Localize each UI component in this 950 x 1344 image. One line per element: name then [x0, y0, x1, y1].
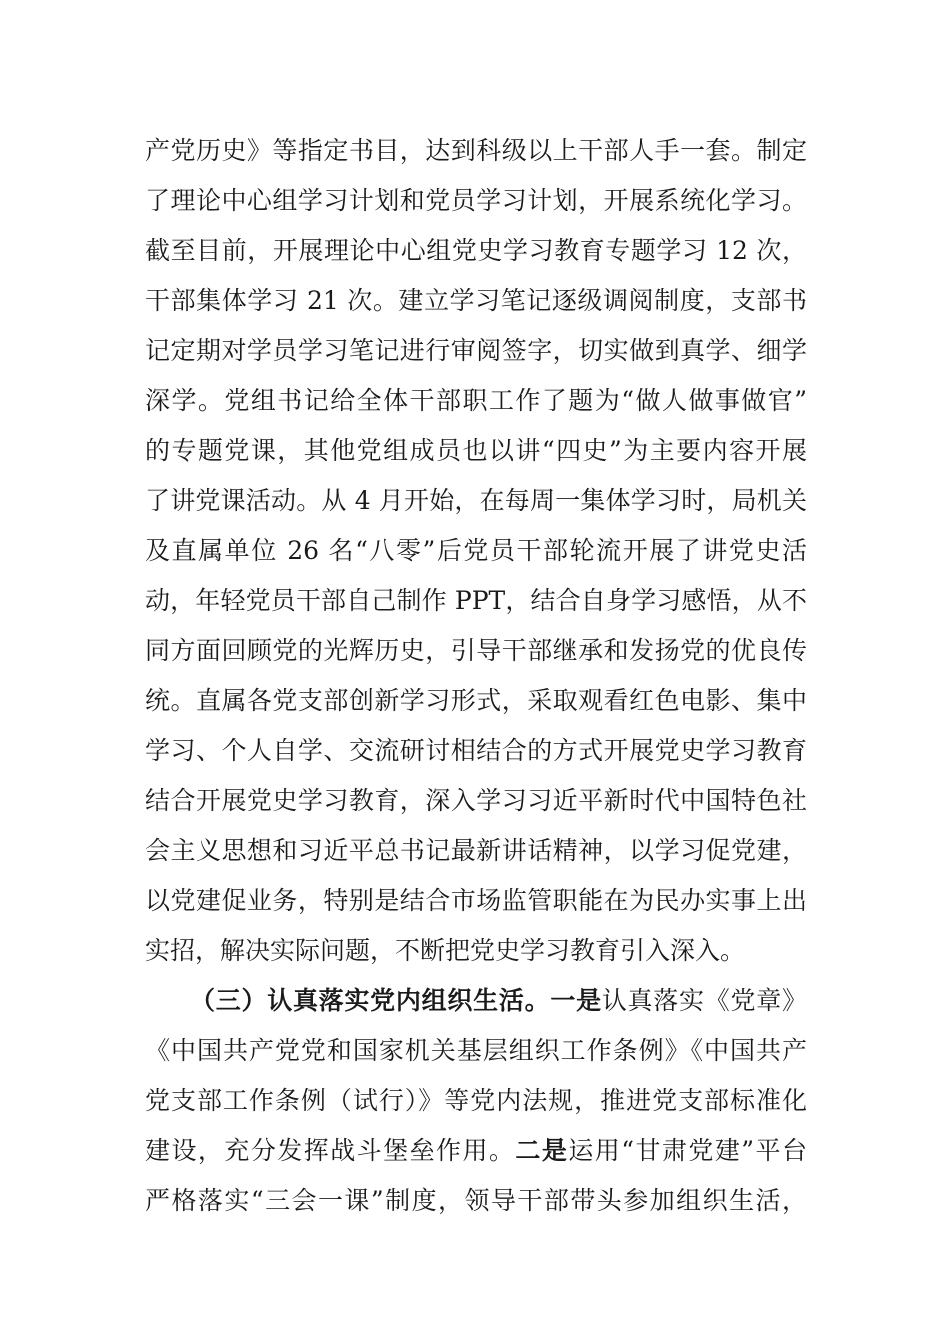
paragraph-line: 的专题党课，其他党组成员也以讲“四史”为主要内容开展: [145, 436, 807, 465]
paragraph-line: 了理论中心组学习计划和党员学习计划，开展系统化学习。: [145, 186, 807, 215]
paragraph-line: 实招，解决实际问题，不断把党史学习教育引入深入。: [145, 936, 746, 965]
paragraph-line: 会主义思想和习近平总书记最新讲话精神，以学习促党建，: [145, 836, 807, 865]
paragraph-line: 结合开展党史学习教育，深入学习习近平新时代中国特色社: [145, 786, 807, 815]
paragraph-line: 截至目前，开展理论中心组党史学习教育专题学习 12 次，: [145, 236, 807, 265]
paragraph-line: 以党建促业务，特别是结合市场监管职能在为民办实事上出: [145, 886, 807, 915]
paragraph-line: 《中国共产党党和国家机关基层组织工作条例》《中国共产: [145, 1036, 807, 1065]
paragraph-line: 同方面回顾党的光辉历史，引导干部继承和发扬党的优良传: [145, 636, 807, 665]
paragraph-line: [145, 1131, 807, 1171]
paragraph-line: 党支部工作条例（试行）》等党内法规，推进党支部标准化: [145, 1086, 807, 1115]
paragraph-line: 产党历史》等指定书目，达到科级以上干部人手一套。制定: [145, 136, 807, 165]
paragraph-line: 干部集体学习 21 次。建立学习笔记逐级调阅制度，支部书: [145, 286, 807, 315]
paragraph-line: 深学。党组书记给全体干部职工作了题为“做人做事做官”: [145, 386, 807, 415]
point-text: 运用“甘肃党建”平台: [568, 1136, 807, 1165]
paragraph-line: 记定期对学员学习笔记进行审阅签字，切实做到真学、细学: [145, 336, 807, 365]
paragraph-line: 动，年轻党员干部自己制作 PPT，结合自身学习感悟，从不: [145, 586, 807, 615]
point-marker: 二是: [515, 1136, 569, 1165]
paragraph-line: 及直属单位 26 名“八零”后党员干部轮流开展了讲党史活: [145, 536, 807, 565]
section-heading: （三）认真落实党内组织生活。: [190, 986, 551, 1015]
paragraph-line: 学习、个人自学、交流研讨相结合的方式开展党史学习教育: [145, 736, 807, 765]
point-text: 认真落实《党章》: [601, 986, 807, 1015]
point-text: 建设，充分发挥战斗堡垒作用。: [145, 1136, 516, 1165]
paragraph-line: 严格落实“三会一课”制度，领导干部带头参加组织生活，: [145, 1186, 807, 1215]
section-heading-line: [190, 981, 807, 1021]
paragraph-line: 统。直属各党支部创新学习形式，采取观看红色电影、集中: [145, 686, 807, 715]
paragraph-line: 了讲党课活动。从 4 月开始，在每周一集体学习时，局机关: [145, 486, 807, 515]
point-marker: 一是: [550, 986, 602, 1015]
